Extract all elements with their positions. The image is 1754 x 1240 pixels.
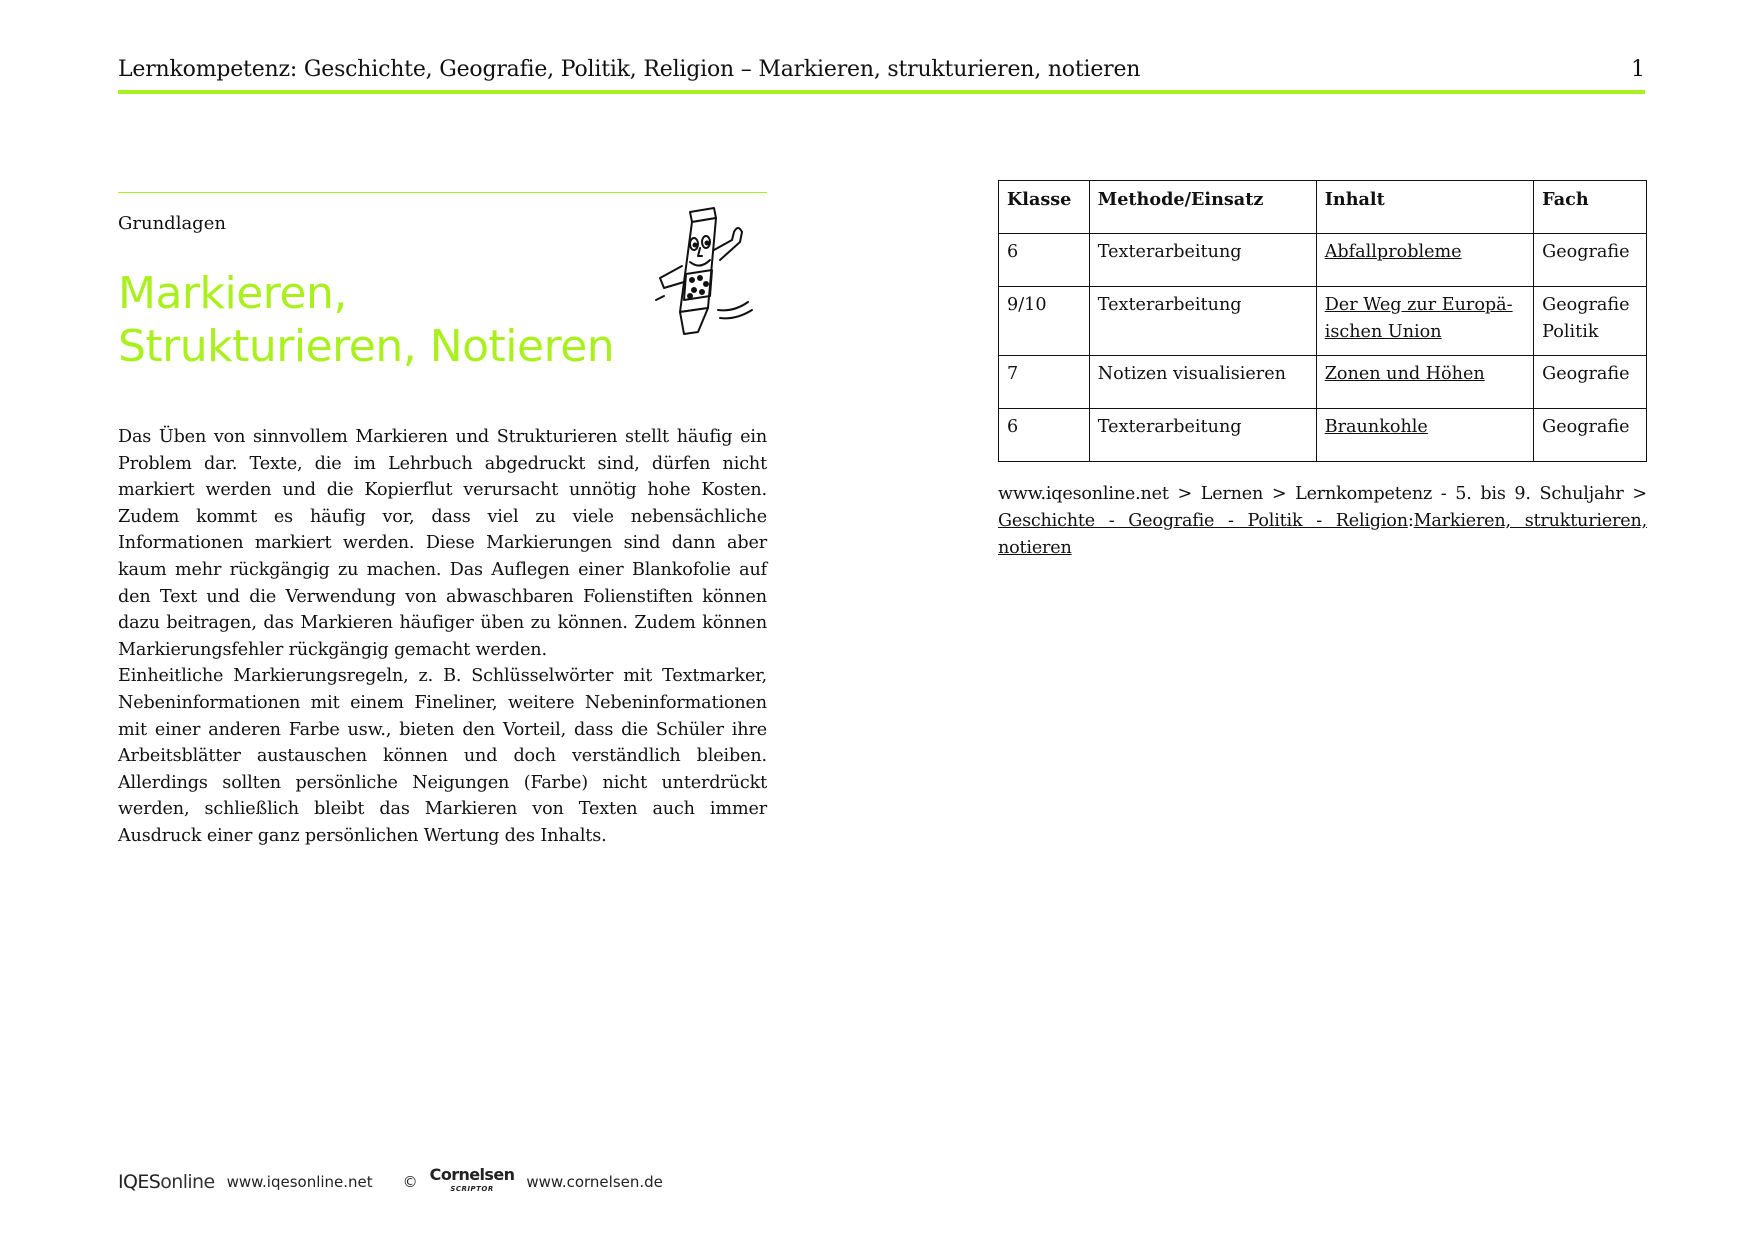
breadcrumb-lernkompetenz: Lernkompetenz <box>1295 484 1433 504</box>
breadcrumb-topic-link[interactable]: Markieren, strukturieren, notieren <box>998 511 1647 558</box>
link-europaeische-union-line2: ischen Union <box>1324 322 1442 342</box>
breadcrumb-line1 <box>998 481 1647 508</box>
breadcrumb-separator: > <box>1632 484 1647 504</box>
breadcrumb-grade-from: 5. <box>1455 484 1472 504</box>
cell-methode: Texterarbeitung <box>1089 287 1316 356</box>
cell-inhalt <box>1316 287 1533 356</box>
cell-fach: Geografie <box>1534 234 1647 287</box>
breadcrumb-schuljahr: Schuljahr <box>1539 484 1624 504</box>
body-text <box>118 424 767 850</box>
breadcrumb-separator: > <box>1271 484 1287 504</box>
cell-methode: Texterarbeitung <box>1089 234 1316 287</box>
cornelsen-logo-main: Cornelsen <box>429 1165 515 1184</box>
table-row <box>999 356 1647 409</box>
table-header-fach: Fach <box>1534 181 1647 234</box>
cell-fach: Geografie <box>1534 356 1647 409</box>
link-zonen-und-hoehen[interactable]: Zonen und Höhen <box>1324 364 1485 384</box>
methods-table <box>998 180 1647 462</box>
breadcrumb-lernen: Lernen <box>1200 484 1264 504</box>
table-row <box>999 287 1647 356</box>
link-abfallprobleme[interactable]: Abfallprobleme <box>1324 242 1462 262</box>
iqes-logo <box>118 1171 215 1193</box>
cell-fach <box>1534 287 1647 356</box>
link-europaeische-union[interactable] <box>1325 295 1513 342</box>
highlighter-pen-mascot-icon <box>650 204 772 340</box>
table-row <box>999 409 1647 462</box>
breadcrumb-line2 <box>998 508 1647 562</box>
table-header-methode: Methode/Einsatz <box>1089 181 1316 234</box>
cornelsen-logo <box>429 1165 515 1196</box>
page-title <box>118 267 678 373</box>
breadcrumb-colon: : <box>1407 511 1414 531</box>
cell-fach: Geografie <box>1534 409 1647 462</box>
table-header-inhalt: Inhalt <box>1316 181 1533 234</box>
body-paragraph-1: Das Üben von sinnvollem Markieren und Strukturieren stellt häufig ein Problem dar. Texte, die im Lehrbuch abgedruckt sind, dürfen nicht markiert werden und die Kopierflut verursacht unnötig hohe Kosten. Zudem kommt es häufig vor, dass viel zu viele nebensächliche Informationen markiert werden. Diese Markierungen sind dann aber kaum mehr rückgängig zu machen. Das Auflegen einer Blankofolie auf den Text und die Verwendung von abwaschbaren Folienstiften können dazu beitragen, das Markieren häufiger üben zu können. Zudem können Markierungsfehler rückgängig gemacht werden. <box>118 427 767 660</box>
cell-inhalt <box>1316 356 1533 409</box>
copyright-symbol: © <box>402 1173 418 1191</box>
breadcrumb-separator: > <box>1177 484 1193 504</box>
cell-klasse: 7 <box>999 356 1090 409</box>
cell-klasse: 6 <box>999 409 1090 462</box>
link-europaeische-union-line1: Der Weg zur Europä- <box>1324 295 1513 315</box>
cell-klasse: 9/10 <box>999 287 1090 356</box>
footer <box>118 1165 663 1196</box>
breadcrumb-dash: - <box>1440 484 1447 504</box>
section-label: Grundlagen <box>118 213 226 234</box>
section-divider <box>118 192 767 193</box>
table-row <box>999 234 1647 287</box>
body-paragraph-2: Einheitliche Markierungsregeln, z. B. Schlüsselwörter mit Textmarker, Nebeninformationen mit einem Fineliner, weitere Nebeninformationen mit einer anderen Farbe usw., bieten den Vorteil, dass die Schüler ihre Arbeitsblätter austauschen können und doch verständlich bleiben. Allerdings sollten persönliche Neigungen (Farbe) nicht unterdrückt werden, schließlich bleibt das Markieren von Texten auch immer Ausdruck einer ganz persönlichen Wertung des Inhalts. <box>118 666 767 846</box>
iqes-logo-main: IQES <box>118 1171 161 1193</box>
page-number: 1 <box>1631 57 1645 82</box>
page-title-line1: Markieren, <box>118 268 347 319</box>
iqes-url: www.iqesonline.net <box>226 1173 373 1191</box>
cell-inhalt <box>1316 234 1533 287</box>
breadcrumb-bis: bis <box>1480 484 1506 504</box>
cornelsen-url: www.cornelsen.de <box>526 1173 663 1191</box>
cornelsen-logo-scriptor: SCRIPTOR <box>450 1185 494 1193</box>
page-title-line2: Strukturieren, Notieren <box>118 321 615 372</box>
iqes-logo-online: online <box>160 1171 215 1193</box>
cell-klasse: 6 <box>999 234 1090 287</box>
header-divider <box>118 90 1645 94</box>
header-title: Lernkompetenz: Geschichte, Geografie, Politik, Religion – Markieren, strukturieren, notieren <box>118 57 1141 82</box>
breadcrumb <box>998 481 1647 562</box>
table-header-row <box>999 181 1647 234</box>
breadcrumb-subjects-link[interactable]: Geschichte - Geografie - Politik - Religion <box>998 511 1408 531</box>
table-header-klasse: Klasse <box>999 181 1090 234</box>
link-braunkohle[interactable]: Braunkohle <box>1324 417 1428 437</box>
breadcrumb-grade-to: 9. <box>1514 484 1531 504</box>
cell-methode: Texterarbeitung <box>1089 409 1316 462</box>
cell-inhalt <box>1316 409 1533 462</box>
cell-fach-line2: Politik <box>1542 322 1599 342</box>
cell-fach-line1: Geografie <box>1542 295 1630 315</box>
cell-methode: Notizen visualisieren <box>1089 356 1316 409</box>
breadcrumb-site: www.iqesonline.net <box>998 484 1169 504</box>
